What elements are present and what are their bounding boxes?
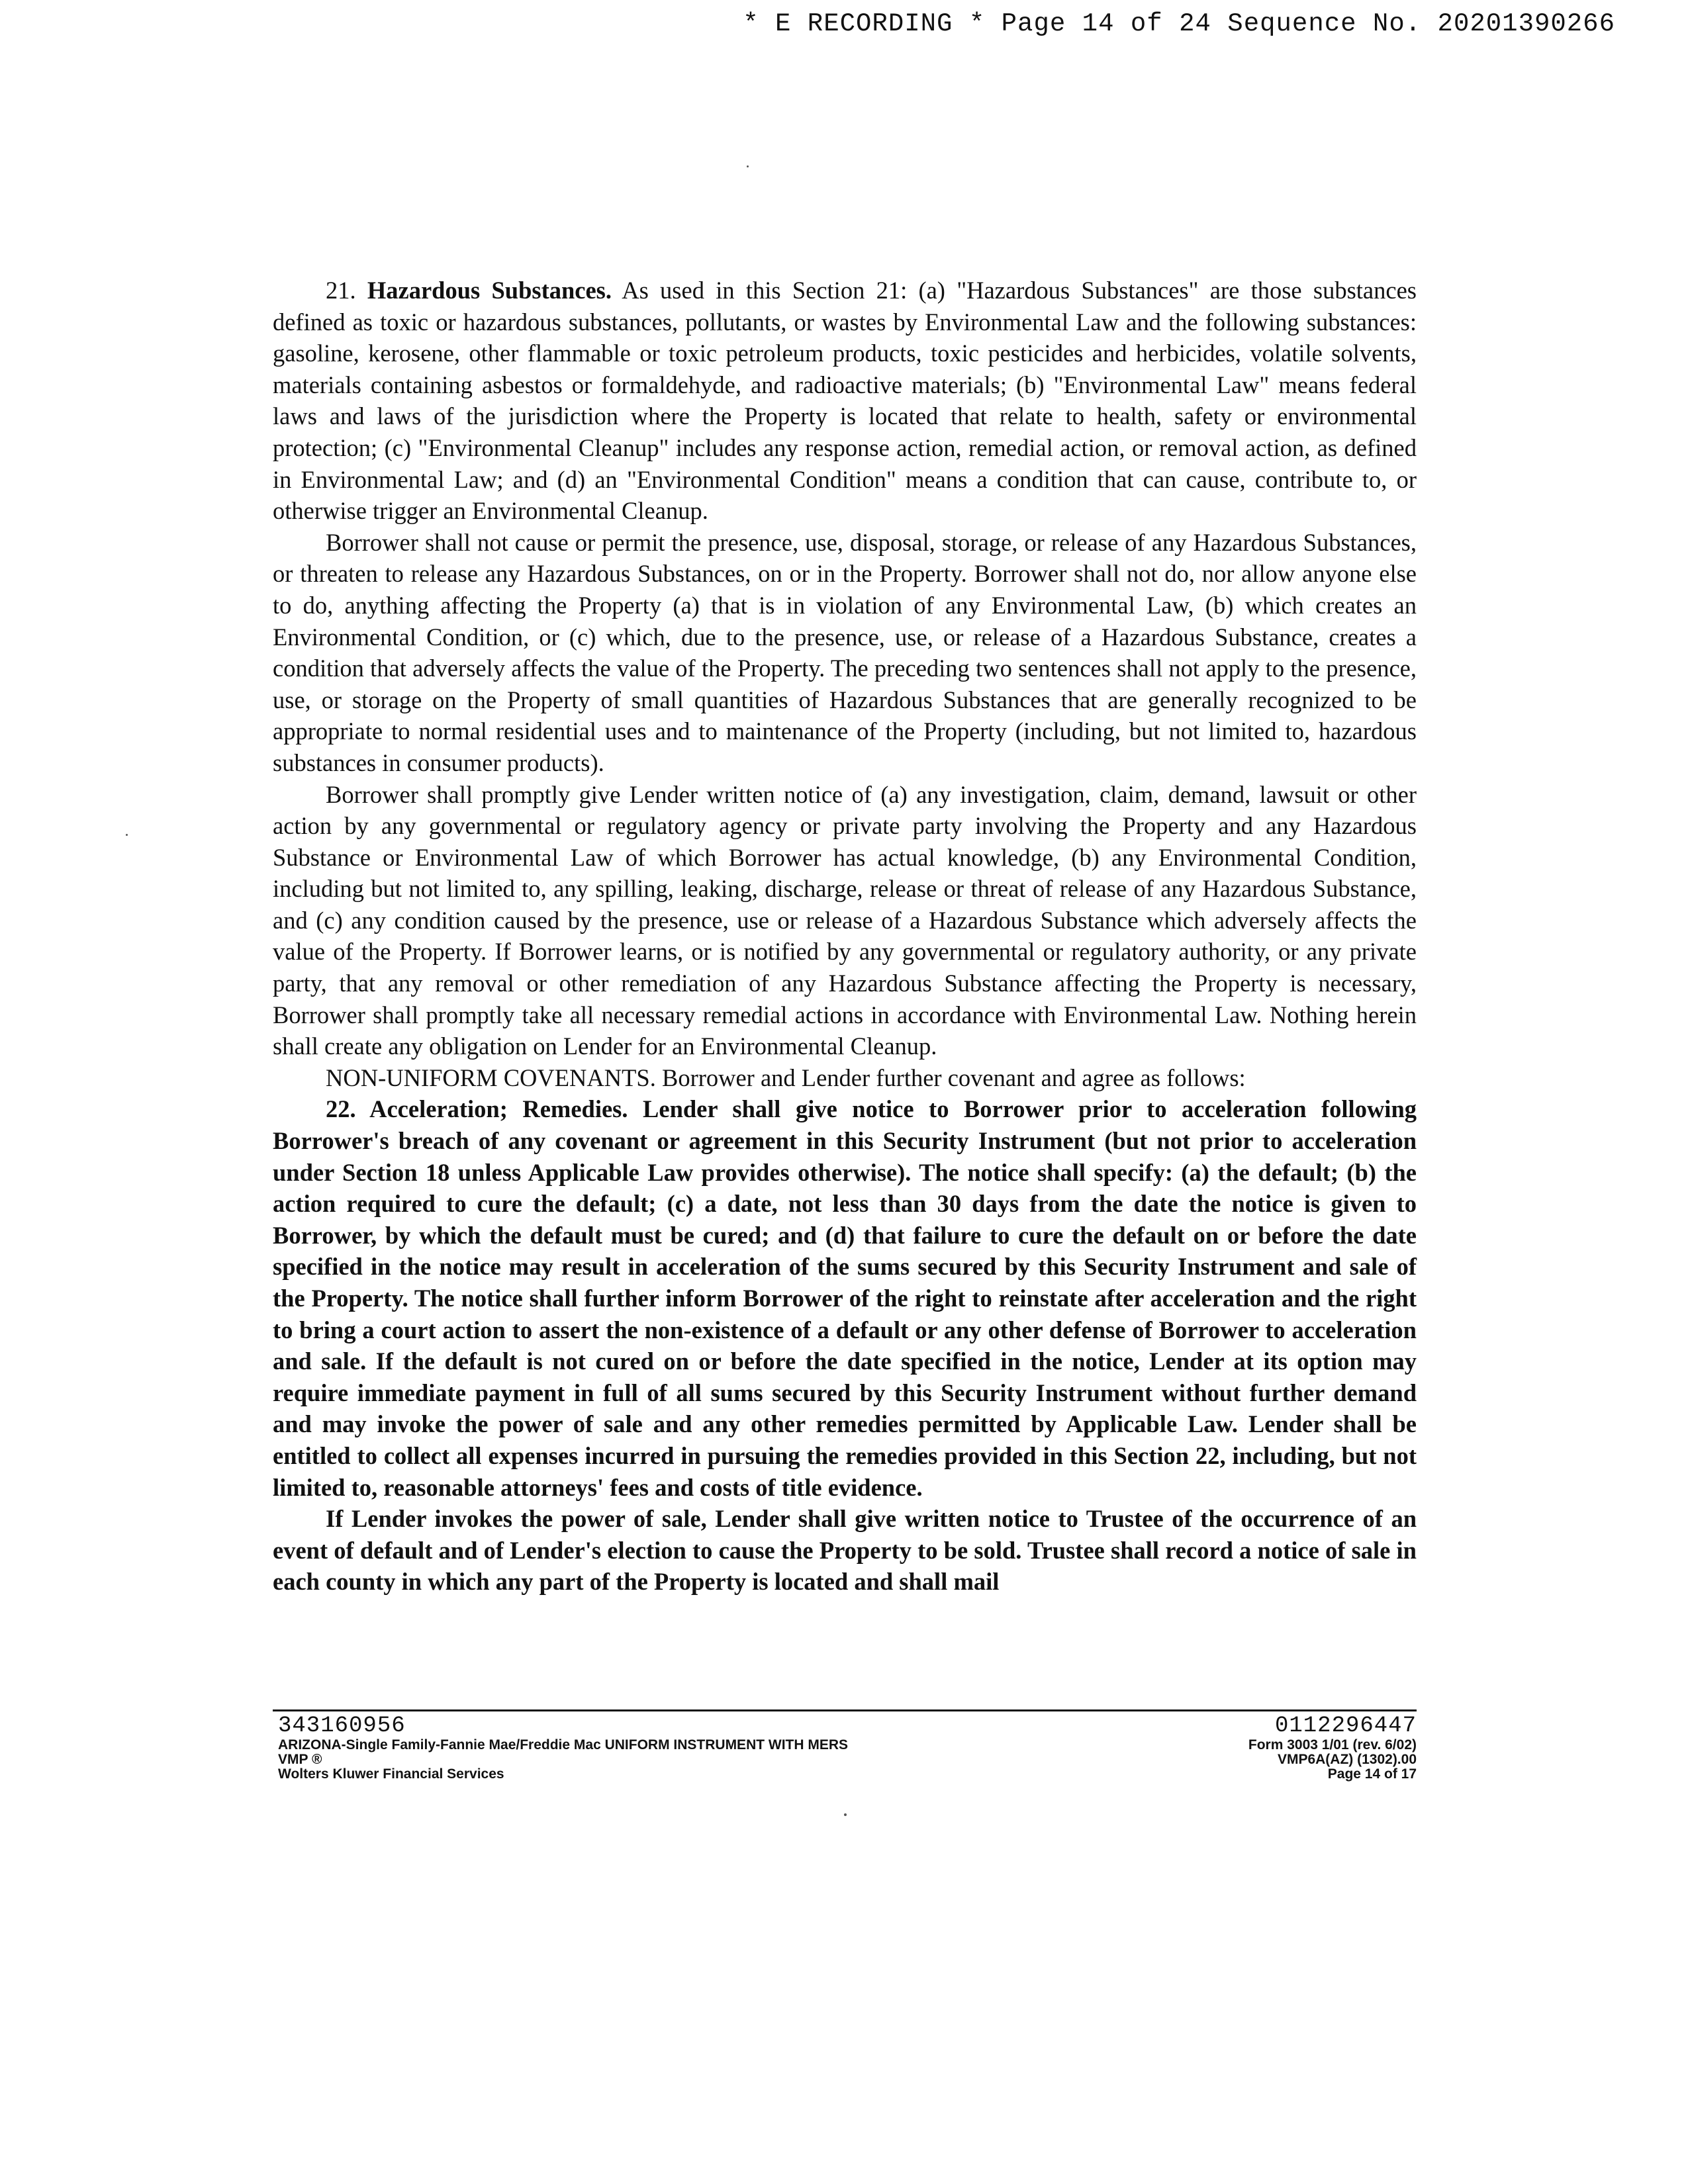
form-number: Form 3003 1/01 (rev. 6/02) [1248,1737,1417,1752]
recording-header: * E RECORDING * Page 14 of 24 Sequence No. 20201390266 [743,9,1615,38]
hazardous-restriction-paragraph: Borrower shall not cause or permit the presence, use, disposal, storage, or release of any Hazardous Substances, or threaten to release any Hazardous Substances, on or in the Property. Borrower shall not do, nor allow anyone else to do, anything affecting the Property (a) that is in violation of any Environmental Law, (b) which creates an Environmental Condition, or (c) which, due to the presence, use, or release of a Hazardous Substance, creates a condition that adversely affects the value of the Property. The preceding two sentences shall not apply to the presence, use, or storage on the Property of small quantities of Hazardous Substances that are generally recognized to be appropriate to normal residential uses and to maintenance of the Property (including, but not limited to, hazardous substances in consumer products). [273,528,1417,776]
borrower-number: 343160956 [278,1713,406,1739]
document-body [273,275,1417,1598]
footer-divider [273,1709,1417,1711]
section-21-paragraph [273,275,1417,527]
section-number: 21. [326,277,356,304]
footer-left [278,1714,848,1782]
section-22-paragraph: 22. Acceleration; Remedies. Lender shall give notice to Borrower prior to acceleration following Borrower's breach of any covenant or agreement in this Security Instrument (but not prior to acceleration under Section 18 unless Applicable Law provides otherwise). The notice shall specify: (a) the default; (b) the action required to cure the default; (c) a date, not less than 30 days from the date the notice is given to Borrower, by which the default must be cured; and (d) that failure to cure the default on or before the date specified in the notice may result in acceleration of the sums secured by this Security Instrument and sale of the Property. The notice shall further inform Borrower of the right to reinstate after acceleration and the right to bring a court action to assert the non-existence of a default or any other defense of Borrower to acceleration and sale. If the default is not cured on or before the date specified in the notice, Lender at its option may require immediate payment in full of all sums secured by this Security Instrument without further demand and may invoke the power of sale and any other remedies permitted by Applicable Law. Lender shall be entitled to collect all expenses incurred in pursuing the remedies provided in this Section 22, including, but not limited to, reasonable attorneys' fees and costs of title evidence. [273,1095,1417,1501]
page-number: Page 14 of 17 [1327,1766,1417,1782]
non-uniform-covenants-paragraph: NON-UNIFORM COVENANTS. Borrower and Lender further covenant and agree as follows: [326,1064,1246,1091]
loan-number: 0112296447 [1274,1713,1417,1739]
hazardous-notice-paragraph: Borrower shall promptly give Lender written notice of (a) any investigation, claim, demand, lawsuit or other action by any governmental or regulatory agency or private party involving the Property and any Hazardous Substance or Environmental Law of which Borrower has actual knowledge, (b) any Environmental Condition, including but not limited to, any spilling, leaking, discharge, release or threat of release of any Hazardous Substance, and (c) any condition caused by the presence, use or release of a Hazardous Substance which adversely affects the value of the Property. If Borrower learns, or is notified by any governmental or regulatory authority, or any private party, that any removal or other remediation of any Hazardous Substance affecting the Property is necessary, Borrower shall promptly take all necessary remedial actions in accordance with Environmental Law. Nothing herein shall create any obligation on Lender for an Environmental Cleanup. [273,780,1417,1060]
form-code: VMP6A(AZ) (1302).00 [1277,1752,1417,1767]
scan-speck [126,834,128,836]
scan-speck [747,165,749,167]
vmp-mark: VMP ® [278,1752,322,1767]
footer-right [1248,1714,1417,1782]
scan-speck [844,1813,847,1816]
section-heading: Hazardous Substances. [367,277,612,304]
power-of-sale-paragraph: If Lender invokes the power of sale, Lender shall give written notice to Trustee of the occurrence of an event of default and of Lender's election to cause the Property to be sold. Trustee shall record a notice of sale in each county in which any part of the Property is located and shall mail [273,1505,1417,1596]
paragraph-text: As used in this Section 21: (a) "Hazardous Substances" are those substances defined as toxic or hazardous substances, pollutants, or wastes by Environmental Law and the following substances: gasoline, kerosene, other flammable or toxic petroleum products, toxic pesticides and herbicides, volatile solvents, materials containing asbestos or formaldehyde, and radioactive materials; (b) "Environmental Law" means federal laws and laws of the jurisdiction where the Property is located that relate to health, safety or environmental protection; (c) "Environmental Cleanup" includes any response action, remedial action, or removal action, as defined in Environmental Law; and (d) an "Environmental Condition" means a condition that can cause, contribute to, or otherwise trigger an Environmental Cleanup. [273,277,1417,525]
publisher: Wolters Kluwer Financial Services [278,1766,504,1782]
form-title: ARIZONA-Single Family-Fannie Mae/Freddie Mac UNIFORM INSTRUMENT WITH MERS [278,1737,849,1752]
